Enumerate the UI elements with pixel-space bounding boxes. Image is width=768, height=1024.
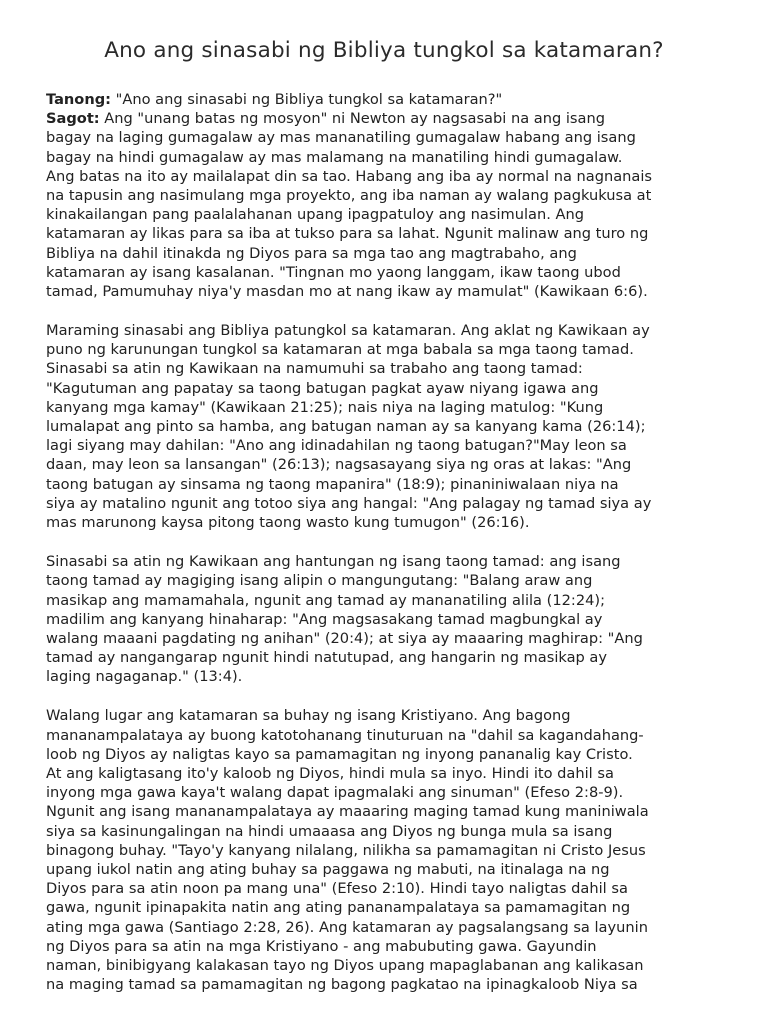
- text-line: loob ng Diyos ay naligtas kayo sa pamamagitan ng inyong pananalig kay Cristo.: [46, 745, 633, 763]
- text-line: naman, binibigyang kalakasan tayo ng Diyos upang mapaglabanan ang kalikasan: [46, 956, 644, 974]
- text-line: "Kagutuman ang papatay sa taong batugan pagkat ayaw niyang igawa ang: [46, 379, 599, 397]
- text-line: taong tamad ay magiging isang alipin o mangungutang: "Balang araw ang: [46, 572, 593, 590]
- text-line: Diyos para sa atin noon pa mang una" (Efeso 2:10). Hindi tayo naligtas dahil sa: [46, 880, 628, 898]
- text-line: upang iukol natin ang ating buhay sa paggawa ng mabuti, na itinalaga na ng: [46, 860, 610, 878]
- answer-first-line: Ang "unang batas ng mosyon" ni Newton ay nagsasabi na ang isang: [104, 110, 605, 128]
- text-line: taong batugan ay sinsama ng taong mapanira" (18:9); pinaniniwalaan niya na: [46, 475, 619, 493]
- text-line: ating mga gawa (Santiago 2:28, 26). Ang katamaran ay pagsalangsang sa layunin: [46, 918, 648, 936]
- text-line: binagong buhay. "Tayo'y kanyang nilalang, nilikha sa pamamagitan ni Cristo Jesus: [46, 841, 646, 859]
- text-line: inyong mga gawa kaya't walang dapat ipagmalaki ang sinuman" (Efeso 2:8-9).: [46, 784, 624, 802]
- page-title: Ano ang sinasabi ng Bibliya tungkol sa katamaran?: [104, 38, 664, 63]
- text-line: na tapusin ang nasimulang mga proyekto, ang iba naman ay walang pagkukusa at: [46, 186, 652, 204]
- text-line: mas marunong kaysa pitong taong wasto kung tumugon" (26:16).: [46, 513, 530, 531]
- text-line: Sinasabi sa atin ng Kawikaan na namumuhi sa trabaho ang taong tamad:: [46, 360, 583, 378]
- text-line: siya ay matalino ngunit ang totoo siya ang hangal: "Ang palagay ng tamad siya ay: [46, 494, 652, 512]
- text-line: Sinasabi sa atin ng Kawikaan ang hantungan ng isang taong tamad: ang isang: [46, 553, 621, 571]
- text-line: ng Diyos para sa atin na mga Kristiyano - ang mabubuting gawa. Gayundin: [46, 937, 597, 955]
- text-line: laging nagaganap." (13:4).: [46, 668, 243, 686]
- text-line: katamaran ay isang kasalanan. "Tingnan mo yaong langgam, ikaw taong ubod: [46, 263, 621, 281]
- text-line: tamad, Pamumuhay niya'y masdan mo at nang ikaw ay mamulat" (Kawikaan 6:6).: [46, 282, 648, 300]
- text-line: Ang batas na ito ay mailalapat din sa tao. Habang ang iba ay normal na nagnanais: [46, 167, 653, 185]
- paragraph-4: [46, 706, 736, 994]
- answer-label: Sagot:: [46, 110, 100, 128]
- question-line: [46, 90, 736, 109]
- text-line: bagay na hindi gumagalaw ay mas malamang na manatiling hindi gumagalaw.: [46, 148, 623, 166]
- text-line: bagay na laging gumagalaw ay mas mananatiling gumagalaw habang ang isang: [46, 129, 636, 147]
- text-line: walang maaani pagdating ng anihan" (20:4); at siya ay maaaring maghirap: "Ang: [46, 629, 643, 647]
- text-line: gawa, ngunit ipinapakita natin ang ating pananampalataya sa pamamagitan ng: [46, 899, 631, 917]
- text-line: puno ng karunungan tungkol sa katamaran at mga babala sa mga taong tamad.: [46, 341, 634, 359]
- text-line: mananampalataya ay buong katotohanang tinuturuan na "dahil sa kagandahang-: [46, 726, 644, 744]
- paragraph-1: [46, 90, 736, 301]
- text-line: Maraming sinasabi ang Bibliya patungkol sa katamaran. Ang aklat ng Kawikaan ay: [46, 322, 650, 340]
- text-line: madilim ang kanyang hinaharap: "Ang magsasakang tamad magbungkal ay: [46, 610, 603, 628]
- question-text: "Ano ang sinasabi ng Bibliya tungkol sa katamaran?": [115, 91, 503, 108]
- text-line: daan, may leon sa lansangan" (26:13); nagsasayang siya ng oras at lakas: "Ang: [46, 456, 632, 474]
- text-line: masikap ang mamamahala, ngunit ang tamad ay mananatiling alila (12:24);: [46, 591, 605, 609]
- text-line: lagi siyang may dahilan: "Ano ang idinadahilan ng taong batugan?"May leon sa: [46, 437, 627, 455]
- paragraph-2: [46, 321, 736, 532]
- text-line: kinakailangan pang paalalahanan upang ipagpatuloy ang nasimulan. Ang: [46, 206, 585, 224]
- text-line: na maging tamad sa pamamagitan ng bagong pagkatao na ipinagkaloob Niya sa: [46, 976, 638, 994]
- text-line: Walang lugar ang katamaran sa buhay ng isang Kristiyano. Ang bagong: [46, 707, 571, 725]
- text-line: At ang kaligtasang ito'y kaloob ng Diyos, hindi mula sa inyo. Hindi ito dahil sa: [46, 765, 614, 782]
- text-line: kanyang mga kamay" (Kawikaan 21:25); nais niya na laging matulog: "Kung: [46, 398, 604, 416]
- question-label: Tanong:: [46, 91, 112, 108]
- text-line: tamad ay nangangarap ngunit hindi natutupad, ang hangarin ng masikap ay: [46, 649, 607, 667]
- text-line: katamaran ay likas para sa iba at tukso para sa lahat. Ngunit malinaw ang turo ng: [46, 225, 649, 243]
- paragraph-3: [46, 552, 736, 686]
- text-line: Ngunit ang isang mananampalataya ay maaaring maging tamad kung maniniwala: [46, 803, 649, 821]
- answer-line: [46, 109, 736, 128]
- article-body: [46, 90, 736, 1014]
- paragraph-1-lines: [46, 128, 736, 301]
- text-line: lumalapat ang pinto sa hamba, ang batugan naman ay sa kanyang kama (26:14);: [46, 418, 646, 435]
- text-line: Bibliya na dahil itinakda ng Diyos para sa mga tao ang magtrabaho, ang: [46, 244, 577, 262]
- text-line: siya sa kasinungalingan na hindi umaaasa ang Diyos ng bunga mula sa isang: [46, 822, 613, 840]
